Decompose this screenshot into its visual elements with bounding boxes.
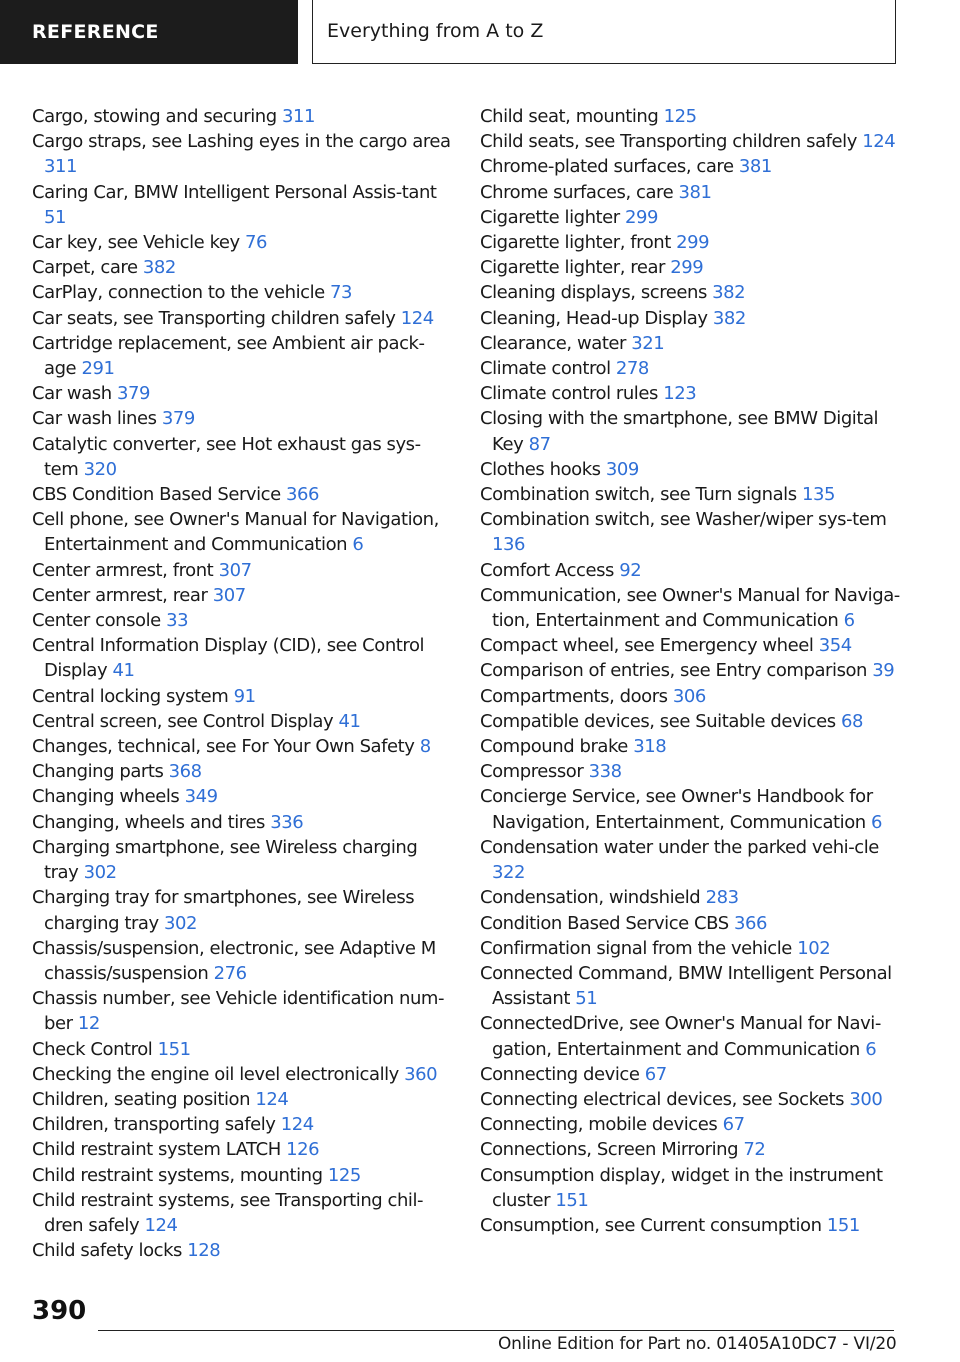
entry-term: Cleaning, Head-up Display	[480, 307, 708, 329]
page-reference-link[interactable]: 67	[722, 1114, 745, 1136]
page-reference-link[interactable]: 307	[218, 559, 252, 581]
page-reference-link[interactable]: 124	[862, 131, 896, 153]
page-reference-link[interactable]: 276	[213, 962, 247, 984]
entry-term: Closing with the smartphone, see BMW Digital Key	[480, 408, 879, 455]
entry-term: Connected Command, BMW Intelligent Personal Assistant	[480, 962, 892, 1010]
index-entry	[32, 1062, 452, 1087]
entry-term: CBS Condition Based Service	[32, 484, 281, 506]
entry-term: Changing, wheels and tires	[32, 811, 265, 833]
entry-term: Child restraint systems, mounting	[32, 1164, 323, 1186]
page-reference-link[interactable]: 349	[184, 786, 218, 808]
page-reference-link[interactable]: 126	[286, 1139, 320, 1161]
entry-term: Cargo straps, see Lashing eyes in the cargo area	[32, 131, 451, 153]
index-entry	[32, 406, 452, 431]
page-reference-link[interactable]: 382	[142, 257, 176, 279]
entry-term: Confirmation signal from the vehicle	[480, 937, 792, 959]
page-reference-link[interactable]: 311	[282, 106, 316, 127]
index-entry	[32, 734, 452, 759]
page-reference-link[interactable]: 6	[865, 1038, 877, 1060]
index-entry	[480, 583, 900, 633]
entry-term: Carpet, care	[32, 257, 138, 279]
entry-term: Caring Car, BMW Intelligent Personal Assis-tant	[32, 181, 437, 203]
page-reference-link[interactable]: 381	[738, 156, 772, 178]
entry-term: Changing parts	[32, 761, 164, 783]
index-entry	[32, 1188, 452, 1238]
page-reference-link[interactable]: 151	[555, 1189, 589, 1211]
entry-term: Center console	[32, 610, 161, 632]
page-reference-link[interactable]: 125	[327, 1164, 361, 1186]
entry-term: Cigarette lighter, rear	[480, 257, 665, 279]
page-reference-link[interactable]: 124	[255, 1088, 289, 1110]
entry-term: Combination switch, see Turn signals	[480, 484, 797, 506]
entry-term: Central locking system	[32, 685, 229, 707]
page-reference-link[interactable]: 91	[233, 685, 256, 707]
index-entry	[32, 1238, 452, 1263]
entry-term: Clearance, water	[480, 332, 627, 354]
index-entry	[480, 205, 900, 230]
entry-term: Consumption, see Current consumption	[480, 1214, 822, 1236]
page-reference-link[interactable]: 338	[588, 761, 622, 783]
page-reference-link[interactable]: 123	[663, 383, 697, 405]
index-entry	[480, 507, 900, 557]
index-entry	[32, 608, 452, 633]
page-reference-link[interactable]: 300	[849, 1088, 883, 1110]
entry-term: Compressor	[480, 761, 584, 783]
page-reference-link[interactable]: 51	[44, 206, 67, 228]
entry-term: Child restraint system LATCH	[32, 1139, 281, 1161]
entry-term: Center armrest, rear	[32, 584, 208, 606]
entry-term: CarPlay, connection to the vehicle	[32, 282, 325, 304]
footer-edition: Online Edition for Part no. 01405A10DC7 - VI/20	[498, 1334, 897, 1354]
entry-term: Climate control rules	[480, 383, 658, 405]
index-entry	[480, 1062, 900, 1087]
page-reference-link[interactable]: 321	[631, 332, 665, 354]
entry-term: Compound brake	[480, 736, 628, 758]
page-reference-link[interactable]: 51	[575, 988, 598, 1010]
index-entry	[480, 835, 900, 885]
entry-term: Communication, see Owner's Manual for Naviga-tion, Entertainment and Communication	[480, 584, 900, 632]
page-reference-link[interactable]: 320	[83, 458, 117, 480]
entry-term: Concierge Service, see Owner's Handbook for Navigation, Entertainment, Communication	[480, 786, 873, 833]
entry-term: Child restraint systems, see Transporting chil-dren safely	[32, 1189, 424, 1236]
index-entry	[480, 306, 900, 331]
entry-term: Central screen, see Control Display	[32, 710, 334, 732]
page-reference-link[interactable]: 41	[112, 660, 135, 682]
index-entry	[32, 482, 452, 507]
page-reference-link[interactable]: 73	[330, 282, 353, 304]
index-entry	[480, 784, 900, 834]
index-entry	[480, 180, 900, 205]
page-reference-link[interactable]: 318	[633, 736, 667, 758]
page-reference-link[interactable]: 382	[712, 307, 746, 329]
index-entry	[32, 331, 452, 381]
entry-term: Comfort Access	[480, 559, 614, 581]
page-reference-link[interactable]: 87	[528, 433, 551, 455]
page-reference-link[interactable]: 6	[843, 610, 855, 632]
entry-term: Chrome surfaces, care	[480, 181, 674, 203]
index-entry	[480, 1213, 900, 1238]
page-reference-link[interactable]: 302	[83, 862, 117, 884]
index-entry	[32, 180, 452, 230]
page-reference-link[interactable]: 366	[734, 912, 768, 934]
page-reference-link[interactable]: 381	[678, 181, 712, 203]
index-entry	[480, 911, 900, 936]
entry-term: Children, transporting safely	[32, 1114, 276, 1136]
index-entry	[480, 331, 900, 356]
index-entry	[480, 961, 900, 1011]
page-reference-link[interactable]: 299	[670, 257, 704, 279]
entry-term: Connecting device	[480, 1063, 640, 1085]
entry-term: Charging smartphone, see Wireless charging tray	[32, 836, 418, 884]
entry-term: Children, seating position	[32, 1088, 251, 1110]
index-entry	[480, 936, 900, 961]
page-reference-link[interactable]: 12	[77, 1013, 100, 1035]
index-entry	[480, 658, 900, 683]
page-reference-link[interactable]: 92	[619, 559, 642, 581]
page-header	[0, 0, 960, 66]
page-reference-link[interactable]: 128	[187, 1240, 221, 1262]
page-reference-link[interactable]: 379	[161, 408, 195, 430]
entry-term: Checking the engine oil level electronically	[32, 1063, 399, 1085]
page-reference-link[interactable]: 124	[280, 1114, 314, 1136]
entry-term: Chassis/suspension, electronic, see Adaptive M chassis/suspension	[32, 937, 436, 984]
index-entry	[32, 432, 452, 482]
page-reference-link[interactable]: 336	[270, 811, 304, 833]
index-entry	[480, 1163, 900, 1213]
index-entry	[32, 583, 452, 608]
entry-term: Cartridge replacement, see Ambient air pack-age	[32, 332, 425, 380]
index-entry	[32, 759, 452, 784]
page-reference-link[interactable]: 124	[144, 1214, 178, 1236]
index-entry	[480, 684, 900, 709]
index-entry	[480, 1112, 900, 1137]
page-reference-link[interactable]: 368	[168, 761, 202, 783]
entry-term: Condition Based Service CBS	[480, 912, 729, 934]
footer-divider	[98, 1330, 894, 1331]
page-reference-link[interactable]: 302	[163, 912, 197, 934]
page-reference-link[interactable]: 366	[286, 484, 320, 506]
page-reference-link[interactable]: 360	[404, 1063, 438, 1085]
page-reference-link[interactable]: 278	[615, 358, 649, 380]
page-reference-link[interactable]: 33	[166, 610, 189, 632]
index-entry	[32, 936, 452, 986]
index-entry	[480, 230, 900, 255]
entry-term: Cigarette lighter	[480, 206, 620, 228]
entry-term: Car seats, see Transporting children safely	[32, 307, 396, 329]
entry-term: ConnectedDrive, see Owner's Manual for Navi-gation, Entertainment and Communication	[480, 1013, 881, 1060]
index-entry	[32, 306, 452, 331]
chapter-title: Everything from A to Z	[312, 0, 896, 64]
index-entry	[480, 356, 900, 381]
page-reference-link[interactable]: 102	[797, 937, 831, 959]
index-entry	[480, 885, 900, 910]
entry-term: Compatible devices, see Suitable devices	[480, 710, 836, 732]
index-entry	[32, 986, 452, 1036]
page-reference-link[interactable]: 299	[676, 232, 710, 254]
index-entry	[32, 1037, 452, 1062]
index-entry	[32, 558, 452, 583]
page-reference-link[interactable]: 322	[492, 862, 526, 884]
page-reference-link[interactable]: 151	[157, 1038, 191, 1060]
entry-term: Child seats, see Transporting children safely	[480, 131, 857, 153]
entry-term: Connecting electrical devices, see Sockets	[480, 1088, 845, 1110]
entry-term: Connections, Screen Mirroring	[480, 1139, 739, 1161]
index-entry	[480, 457, 900, 482]
index-entry	[480, 255, 900, 280]
page-reference-link[interactable]: 8	[419, 736, 431, 758]
index-entry	[32, 280, 452, 305]
entry-term: Consumption display, widget in the instrument cluster	[480, 1164, 883, 1211]
page-number: 390	[32, 1296, 87, 1326]
index-entry	[480, 280, 900, 305]
index-entry	[32, 507, 452, 557]
page-reference-link[interactable]: 354	[818, 635, 852, 657]
page-reference-link[interactable]: 299	[625, 206, 659, 228]
page-reference-link[interactable]: 6	[352, 534, 364, 556]
entry-term: Cargo, stowing and securing	[32, 106, 277, 127]
page-reference-link[interactable]: 382	[712, 282, 746, 304]
page-reference-link[interactable]: 306	[672, 685, 706, 707]
entry-term: Car key, see Vehicle key	[32, 232, 240, 254]
entry-term: Check Control	[32, 1038, 153, 1060]
entry-term: Chrome-plated surfaces, care	[480, 156, 734, 178]
index-entry	[32, 1137, 452, 1162]
index-column-left	[32, 104, 452, 1263]
index-entry	[480, 406, 900, 456]
index-entry	[32, 1087, 452, 1112]
section-label: REFERENCE	[0, 0, 298, 64]
entry-term: Compact wheel, see Emergency wheel	[480, 635, 814, 657]
index-entry	[32, 1163, 452, 1188]
index-entry	[32, 230, 452, 255]
index-entry	[480, 482, 900, 507]
entry-term: Climate control	[480, 358, 611, 380]
index-entry	[32, 129, 452, 179]
entry-term: Connecting, mobile devices	[480, 1114, 718, 1136]
page-reference-link[interactable]: 311	[44, 156, 78, 178]
index-entry	[32, 633, 452, 683]
entry-term: Condensation water under the parked vehi-cle	[480, 836, 879, 858]
index-entry	[480, 1087, 900, 1112]
index-entry	[32, 104, 452, 129]
page-reference-link[interactable]: 125	[663, 106, 697, 127]
page-reference-link[interactable]: 124	[400, 307, 434, 329]
index-entry	[32, 709, 452, 734]
page-reference-link[interactable]: 39	[872, 660, 895, 682]
index-entry	[480, 129, 900, 154]
index-entry	[480, 633, 900, 658]
entry-term: Compartments, doors	[480, 685, 668, 707]
page-reference-link[interactable]: 283	[705, 887, 739, 909]
entry-term: Center armrest, front	[32, 559, 214, 581]
entry-term: Changes, technical, see For Your Own Safety	[32, 736, 415, 758]
index-entry	[32, 835, 452, 885]
entry-term: Catalytic converter, see Hot exhaust gas sys-tem	[32, 433, 421, 480]
page-reference-link[interactable]: 68	[840, 710, 863, 732]
index-entry	[32, 810, 452, 835]
index-entry	[480, 1011, 900, 1061]
page-reference-link[interactable]: 135	[801, 484, 835, 506]
page-reference-link[interactable]: 6	[871, 811, 883, 833]
entry-term: Child safety locks	[32, 1240, 182, 1262]
page-reference-link[interactable]: 307	[212, 584, 246, 606]
index-entry	[32, 885, 452, 935]
entry-term: Chassis number, see Vehicle identification num-ber	[32, 988, 445, 1035]
entry-term: Cleaning displays, screens	[480, 282, 707, 304]
entry-term: Cigarette lighter, front	[480, 232, 671, 254]
index-entry	[480, 154, 900, 179]
entry-term: Changing wheels	[32, 786, 180, 808]
entry-term: Car wash	[32, 383, 112, 405]
page-reference-link[interactable]: 67	[644, 1063, 667, 1085]
index-entry	[32, 784, 452, 809]
index-entry	[32, 684, 452, 709]
index-entry	[480, 709, 900, 734]
index-entry	[480, 1137, 900, 1162]
index-entry	[480, 381, 900, 406]
page-reference-link[interactable]: 136	[492, 534, 526, 556]
entry-term: Combination switch, see Washer/wiper sys-tem	[480, 509, 887, 531]
index-column-right	[480, 104, 900, 1238]
entry-term: Comparison of entries, see Entry comparison	[480, 660, 868, 682]
entry-term: Clothes hooks	[480, 458, 601, 480]
page-reference-link[interactable]: 151	[826, 1214, 860, 1236]
page-reference-link[interactable]: 76	[245, 232, 268, 254]
index-entry	[480, 558, 900, 583]
entry-term: Car wash lines	[32, 408, 157, 430]
page-reference-link[interactable]: 379	[116, 383, 150, 405]
page-reference-link[interactable]: 72	[743, 1139, 766, 1161]
index-entry	[32, 1112, 452, 1137]
index-entry	[480, 759, 900, 784]
page-reference-link[interactable]: 291	[81, 358, 115, 380]
index-entry	[32, 255, 452, 280]
entry-term: Condensation, windshield	[480, 887, 701, 909]
entry-term: Charging tray for smartphones, see Wireless charging tray	[32, 887, 415, 934]
page-reference-link[interactable]: 41	[338, 710, 361, 732]
index-entry	[32, 381, 452, 406]
entry-term: Child seat, mounting	[480, 106, 659, 127]
index-entry	[480, 104, 900, 129]
entry-term: Central Information Display (CID), see Control Display	[32, 635, 425, 682]
entry-term: Cell phone, see Owner's Manual for Navigation, Entertainment and Communication	[32, 509, 439, 556]
index-entry	[480, 734, 900, 759]
page-reference-link[interactable]: 309	[605, 458, 639, 480]
